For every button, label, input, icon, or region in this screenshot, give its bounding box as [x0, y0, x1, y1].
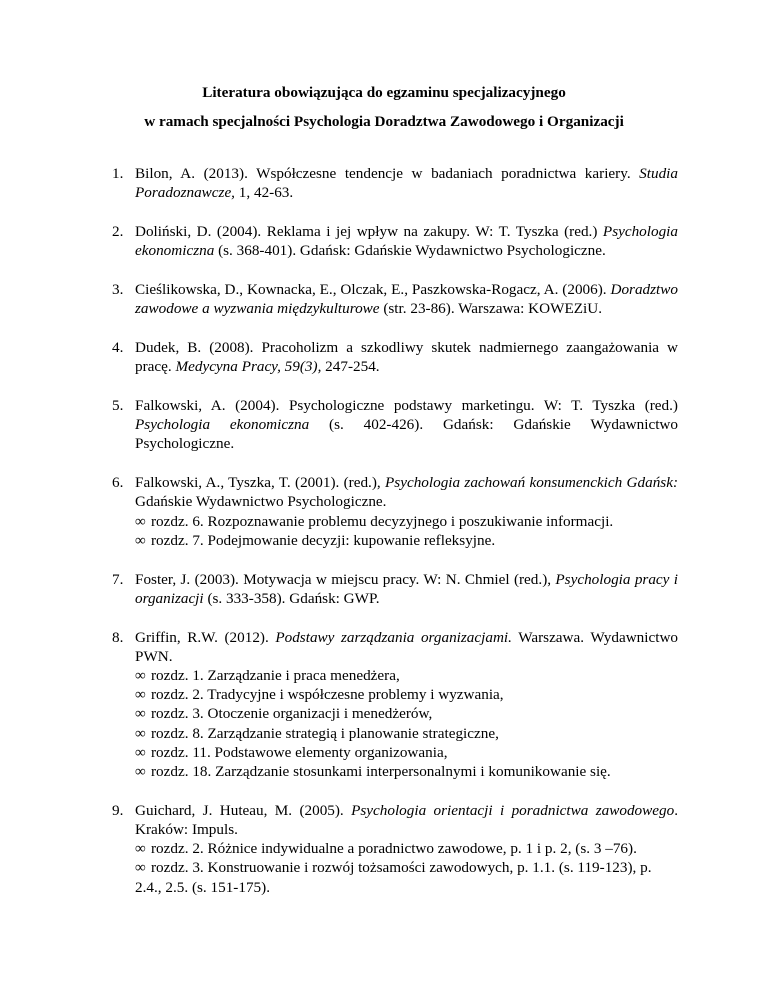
entry-text: Cieślikowska, D., Kownacka, E., Olczak, E., Paszkowska-Rogacz, A. (2006). [135, 281, 611, 298]
entry-number: 1. [112, 165, 124, 182]
entry-title: Studia Poradoznawcze, [135, 165, 678, 202]
bullet-icon: ∞ [135, 686, 146, 704]
entry-text: Falkowski, A., Tyszka, T. (2001). (red.), [135, 474, 386, 492]
chapter-text: rozdz. 6. Rozpoznawanie problemu decyzyjnego i poszukiwanie informacji. [151, 512, 614, 530]
chapter-text: rozdz. 3. Konstruowanie i rozwój tożsamości zawodowych, p. 1.1. (s. 119-123), p. 2.4., 2.5. (s. 151-175). [135, 859, 652, 896]
bibliography-entry [112, 570, 678, 608]
bullet-icon: ∞ [135, 859, 146, 877]
bibliography-entry [112, 473, 678, 550]
entry-title: Medycyna Pracy, 59(3), [175, 358, 322, 376]
bibliography-entry [112, 396, 678, 454]
chapter-item [135, 531, 678, 550]
bullet-icon: ∞ [135, 705, 146, 723]
bibliography-entry [112, 628, 678, 782]
bibliography-entry [112, 280, 678, 318]
entry-number: 7. [112, 570, 124, 588]
chapter-text: rozdz. 3. Otoczenie organizacji i menedżerów, [151, 705, 433, 723]
chapter-item [135, 839, 678, 858]
entry-title: Doradztwo zawodowe a wyzwania międzykulturowe [135, 281, 678, 318]
entry-title: Psychologia ekonomiczna [135, 416, 310, 434]
chapter-text: rozdz. 2. Różnice indywidualne a poradnictwo zawodowe, p. 1 i p. 2, (s. 3 –76). [151, 840, 637, 858]
chapter-text: rozdz. 18. Zarządzanie stosunkami interpersonalnymi i komunikowanie się. [151, 763, 611, 781]
entry-text-tail: . Kraków: Impuls. [135, 801, 678, 839]
entry-text-tail: Warszawa. Wydawnictwo PWN. [135, 628, 679, 665]
chapter-item [135, 858, 678, 896]
entry-title: Psychologia pracy i organizacji [135, 570, 678, 607]
entry-text-tail: (str. 23-86). Warszawa: KOWEZiU. [379, 300, 602, 318]
chapter-text: rozdz. 8. Zarządzanie strategią i planowanie strategiczne, [151, 724, 499, 742]
entry-number: 3. [112, 281, 124, 298]
chapter-text: rozdz. 1. Zarządzanie i praca menedżera, [151, 667, 400, 685]
bibliography-entry [112, 222, 678, 260]
entry-title: Psychologia orientacji i poradnictwa zawodowego [351, 801, 675, 819]
chapter-item [135, 512, 678, 531]
entry-text-tail: 1, 42-63. [234, 184, 294, 202]
bullet-icon: ∞ [135, 531, 146, 549]
bibliography-entry [112, 164, 678, 202]
entry-title: Psychologia zachowań konsumenckich Gdańsk: [385, 474, 679, 492]
entry-text: Falkowski, A. (2004). Psychologiczne podstawy marketingu. W: T. Tyszka (red.) [135, 397, 678, 414]
bibliography-entry [112, 338, 678, 376]
chapter-text: rozdz. 7. Podejmowanie decyzji: kupowanie refleksyjne. [151, 531, 496, 549]
chapter-text: rozdz. 11. Podstawowe elementy organizowania, [151, 743, 448, 761]
entry-number: 8. [112, 628, 124, 646]
bullet-icon: ∞ [135, 763, 146, 781]
bullet-icon: ∞ [135, 667, 146, 685]
chapter-item [135, 743, 678, 762]
bibliography-entry [112, 801, 678, 897]
entry-number: 9. [112, 801, 124, 819]
entry-number: 2. [112, 223, 124, 240]
entry-text-tail: Gdańskie Wydawnictwo Psychologiczne. [135, 493, 387, 511]
chapter-item [135, 704, 678, 723]
entry-number: 6. [112, 474, 124, 492]
entry-text: Griffin, R.W. (2012). [135, 628, 276, 646]
document-title-line-2: w ramach specjalności Psychologia Doradztwa Zawodowego i Organizacji [144, 113, 624, 130]
bibliography-list [112, 164, 678, 916]
entry-text-tail: (s. 368-401). Gdańsk: Gdańskie Wydawnictwo Psychologiczne. [214, 242, 606, 260]
entry-text: Foster, J. (2003). Motywacja w miejscu pracy. W: N. Chmiel (red.), [135, 570, 556, 588]
chapter-item [135, 666, 678, 685]
chapter-text: rozdz. 2. Tradycyjne i współczesne problemy i wyzwania, [151, 686, 504, 704]
entry-text: Doliński, D. (2004). Reklama i jej wpływ na zakupy. W: T. Tyszka (red.) [135, 223, 603, 240]
entry-text: Bilon, A. (2013). Współczesne tendencje w badaniach poradnictwa kariery. [135, 165, 640, 182]
entry-text: Guichard, J. Huteau, M. (2005). [135, 801, 352, 819]
chapter-item [135, 724, 678, 743]
entry-title: Psychologia ekonomiczna [135, 223, 678, 260]
entry-title: Podstawy zarządzania organizacjami. [275, 628, 512, 646]
entry-text: Dudek, B. (2008). Pracoholizm a szkodliwy skutek nadmiernego zaangażowania w pracę. [135, 339, 678, 376]
chapter-item [135, 685, 678, 704]
entry-number: 4. [112, 339, 124, 356]
entry-text-tail: 247-254. [321, 358, 380, 376]
document-title-line-1: Literatura obowiązująca do egzaminu specjalizacyjnego [202, 84, 566, 101]
entry-number: 5. [112, 397, 124, 414]
bullet-icon: ∞ [135, 840, 146, 858]
bullet-icon: ∞ [135, 743, 146, 761]
bullet-icon: ∞ [135, 512, 146, 530]
bullet-icon: ∞ [135, 724, 146, 742]
chapter-item [135, 762, 678, 781]
entry-text-tail: (s. 402-426). Gdańsk: Gdańskie Wydawnictwo Psychologiczne. [135, 416, 678, 453]
entry-text-tail: (s. 333-358). Gdańsk: GWP. [203, 589, 380, 607]
